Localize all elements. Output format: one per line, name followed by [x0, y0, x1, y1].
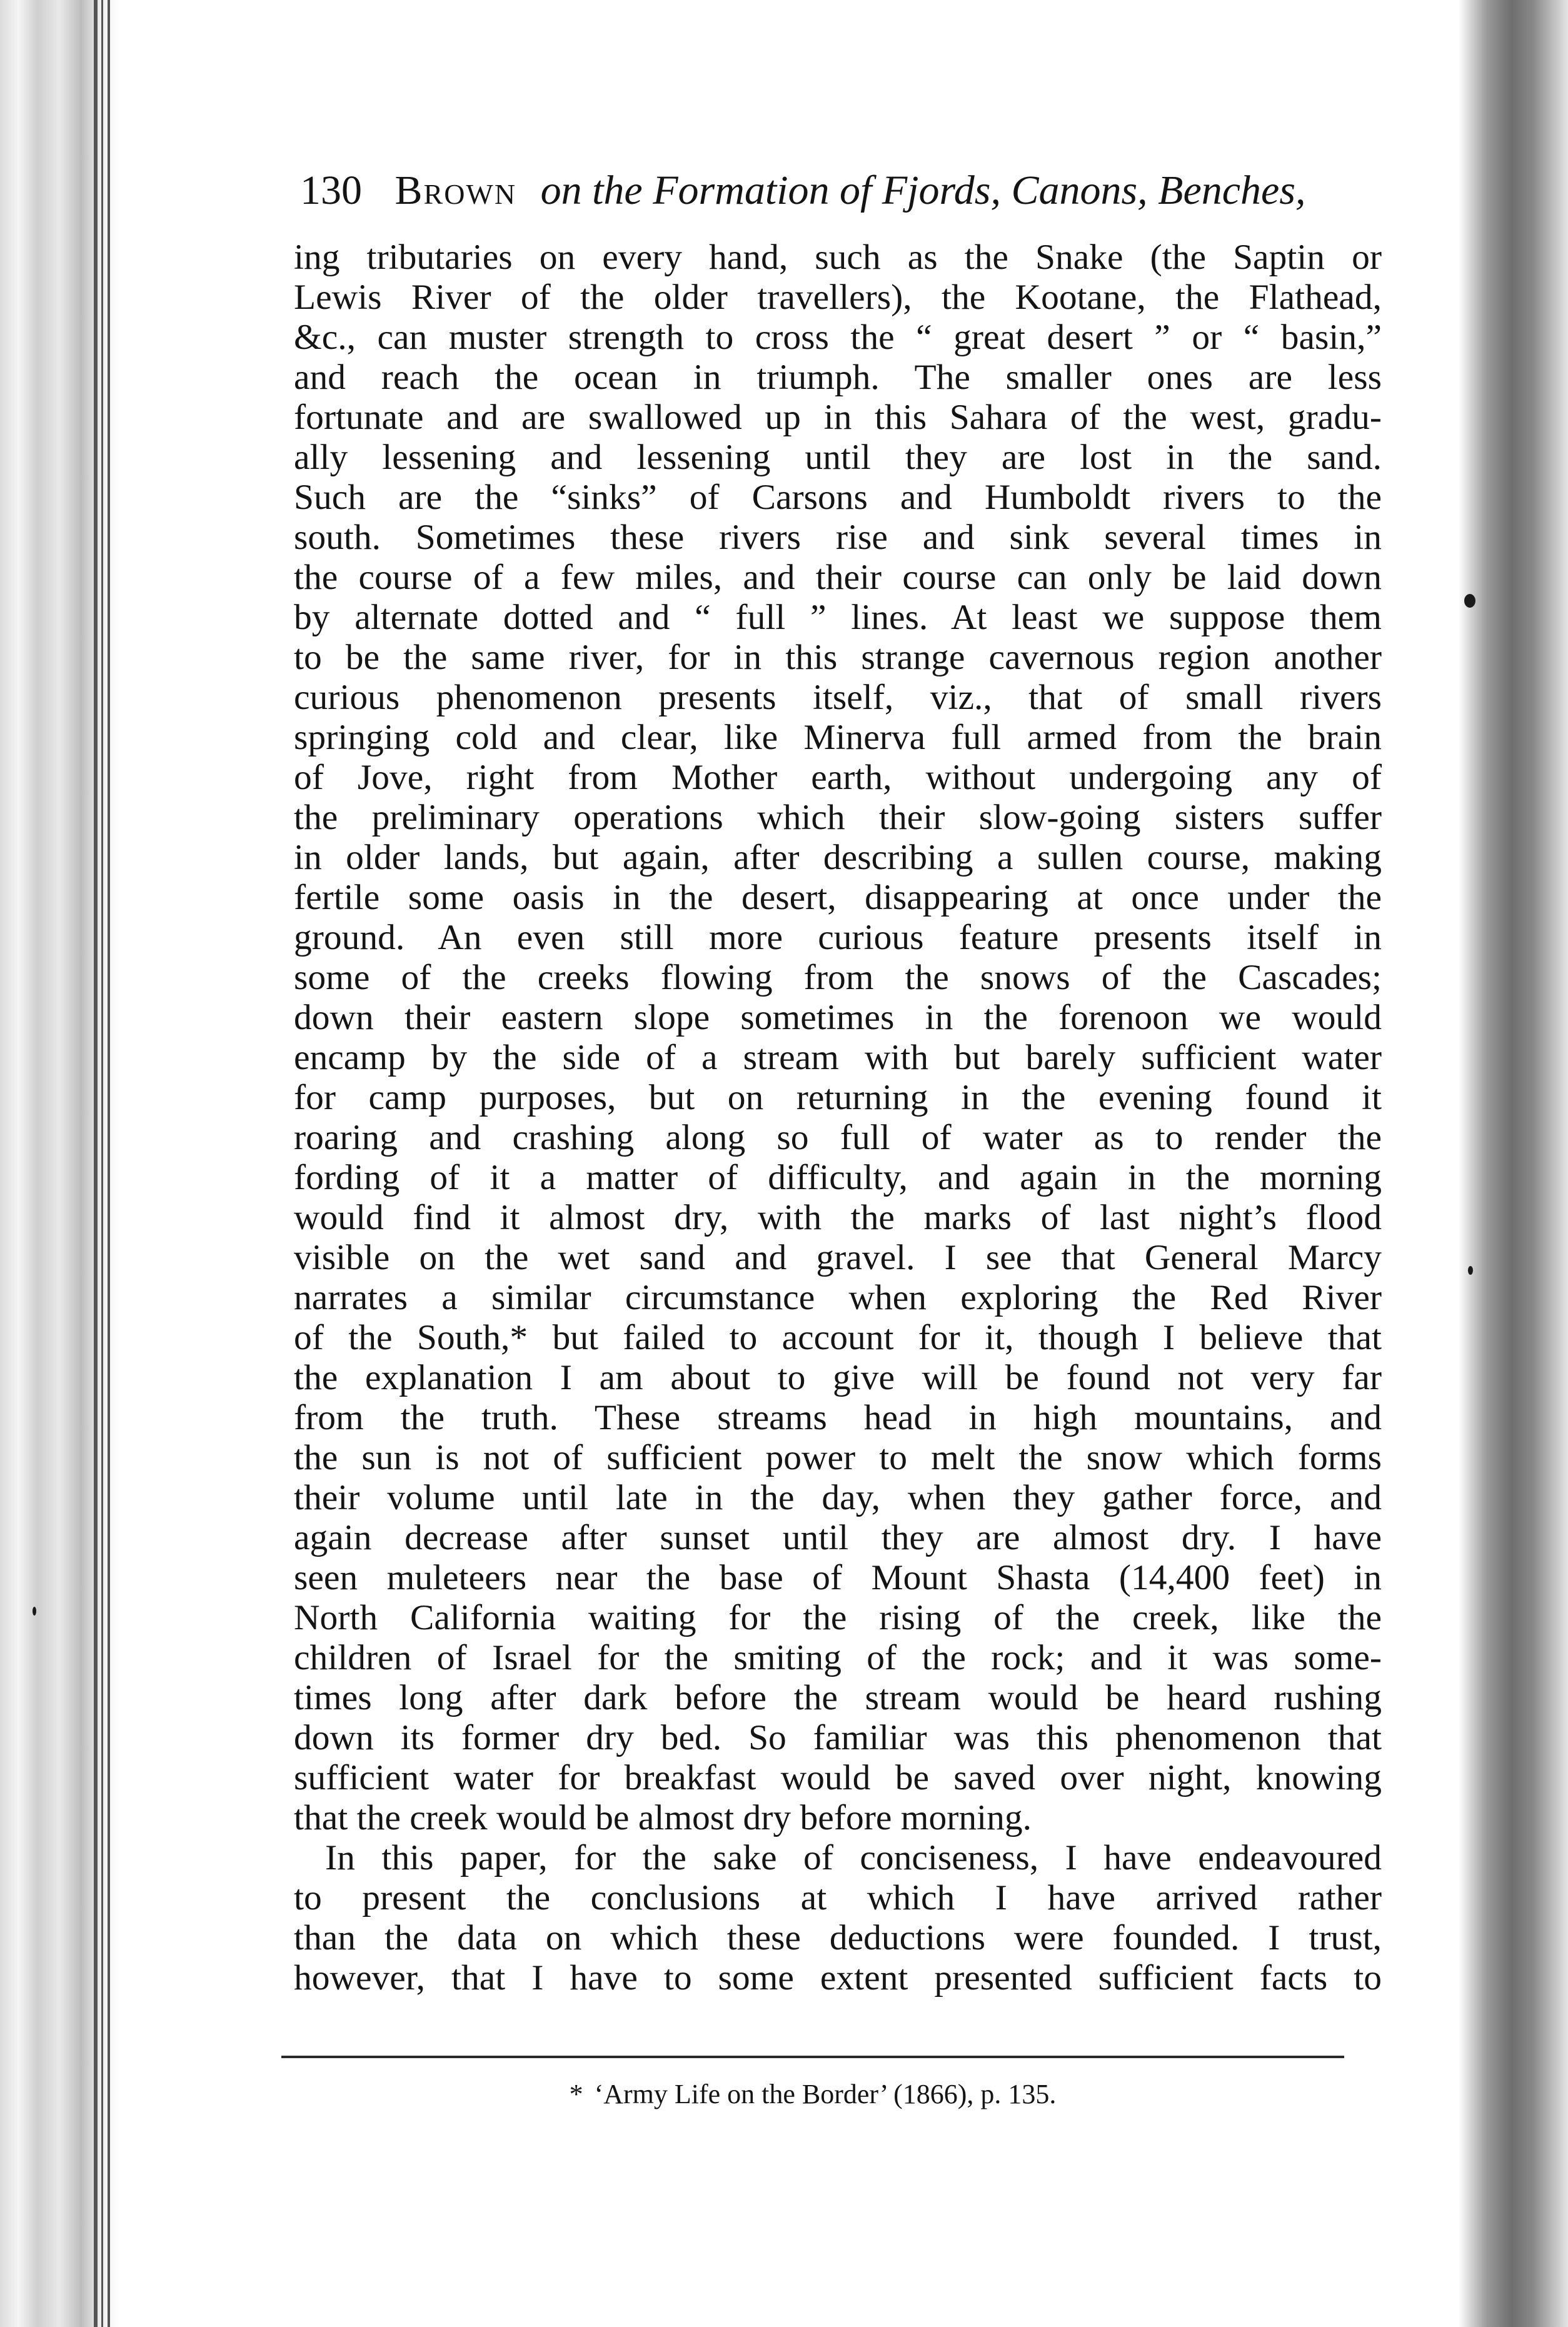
text-line: encamp by the side of a stream with but barely sufficient water — [294, 1038, 1382, 1077]
text-line: and reach the ocean in triumph. The smaller ones are less — [294, 358, 1382, 397]
text-line: fertile some oasis in the desert, disappearing at once under the — [294, 878, 1382, 917]
text-line: Lewis River of the older travellers), the Kootane, the Flathead, — [294, 278, 1382, 317]
book-page — [269, 144, 1382, 2182]
text-line: some of the creeks flowing from the snows of the Cascades; — [294, 958, 1382, 997]
running-head-title: on the Formation of Fjords, Canons, Benches, — [540, 168, 1306, 213]
footnote — [269, 2076, 1357, 2113]
text-line: than the data on which these deductions were founded. I trust, — [294, 1918, 1382, 1958]
text-line: down its former dry bed. So familiar was this phenomenon that — [294, 1718, 1382, 1757]
text-line: fording of it a matter of difficulty, and again in the morning — [294, 1158, 1382, 1197]
text-line: springing cold and clear, like Minerva full armed from the brain — [294, 718, 1382, 757]
text-line: from the truth. These streams head in high mountains, and — [294, 1398, 1382, 1437]
text-line: ing tributaries on every hand, such as the Snake (the Saptin or — [294, 238, 1382, 277]
text-line: in older lands, but again, after describing a sullen course, making — [294, 838, 1382, 877]
text-line: south. Sometimes these rivers rise and sink several times in — [294, 518, 1382, 557]
binding-rule — [94, 0, 98, 2327]
text-line: Such are the “sinks” of Carsons and Humboldt rivers to the — [294, 478, 1382, 517]
text-line: for camp purposes, but on returning in the evening found it — [294, 1078, 1382, 1117]
text-line: children of Israel for the smiting of the rock; and it was some- — [294, 1638, 1382, 1677]
scan-binding-edge — [0, 0, 119, 2327]
text-line: again decrease after sunset until they are almost dry. I have — [294, 1518, 1382, 1557]
text-line: the sun is not of sufficient power to melt the snow which forms — [294, 1438, 1382, 1477]
text-line: seen muleteers near the base of Mount Shasta (14,400 feet) in — [294, 1558, 1382, 1597]
scan-speck — [1468, 1266, 1473, 1275]
scan-speck — [1464, 594, 1475, 608]
text-line: their volume until late in the day, when they gather force, and — [294, 1478, 1382, 1517]
text-line: however, that I have to some extent presented sufficient facts to — [294, 1958, 1382, 1998]
text-line: curious phenomenon presents itself, viz., that of small rivers — [294, 678, 1382, 717]
scan-page-edge — [1459, 0, 1568, 2327]
text-line: narrates a similar circumstance when exploring the Red River — [294, 1278, 1382, 1317]
text-line: of the South,* but failed to account for it, though I believe that — [294, 1318, 1382, 1357]
text-line: by alternate dotted and “ full ” lines. At least we suppose them — [294, 598, 1382, 637]
text-line: North California waiting for the rising of the creek, like the — [294, 1598, 1382, 1637]
scan-speck — [33, 1607, 36, 1616]
text-line: the preliminary operations which their slow-going sisters suffer — [294, 798, 1382, 837]
text-line: In this paper, for the sake of conciseness, I have endeavoured — [325, 1838, 1382, 1877]
text-line: the course of a few miles, and their course can only be laid down — [294, 558, 1382, 597]
binding-rule — [108, 0, 110, 2327]
text-line: would find it almost dry, with the marks of last night’s flood — [294, 1198, 1382, 1237]
text-line: that the creek would be almost dry before morning. — [294, 1798, 1032, 1837]
body-text — [294, 238, 1382, 1998]
text-line: visible on the wet sand and gravel. I see that General Marcy — [294, 1238, 1382, 1277]
footnote-text: ‘Army Life on the Border’ (1866), p. 135. — [594, 2079, 1057, 2109]
text-line: roaring and crashing along so full of water as to render the — [294, 1118, 1382, 1157]
text-line: of Jove, right from Mother earth, without undergoing any of — [294, 758, 1382, 797]
text-line: times long after dark before the stream would be heard rushing — [294, 1678, 1382, 1717]
text-line: to present the conclusions at which I have arrived rather — [294, 1878, 1382, 1917]
running-head-author: Brown — [395, 168, 517, 213]
footnote-divider — [281, 2056, 1344, 2058]
text-line: sufficient water for breakfast would be saved over night, knowing — [294, 1758, 1382, 1797]
text-line: to be the same river, for in this strange cavernous region another — [294, 638, 1382, 677]
text-line: fortunate and are swallowed up in this Sahara of the west, gradu- — [294, 398, 1382, 437]
text-line: the explanation I am about to give will be found not very far — [294, 1358, 1382, 1397]
footnote-marker: * — [569, 2079, 583, 2109]
page-number: 130 — [300, 168, 362, 213]
binding-rule — [101, 0, 103, 2327]
text-line: ground. An even still more curious feature presents itself in — [294, 918, 1382, 957]
running-head — [300, 156, 1375, 225]
text-line: ally lessening and lessening until they are lost in the sand. — [294, 438, 1382, 477]
text-line: &c., can muster strength to cross the “ great desert ” or “ basin,” — [294, 318, 1382, 357]
text-line: down their eastern slope sometimes in the forenoon we would — [294, 998, 1382, 1037]
